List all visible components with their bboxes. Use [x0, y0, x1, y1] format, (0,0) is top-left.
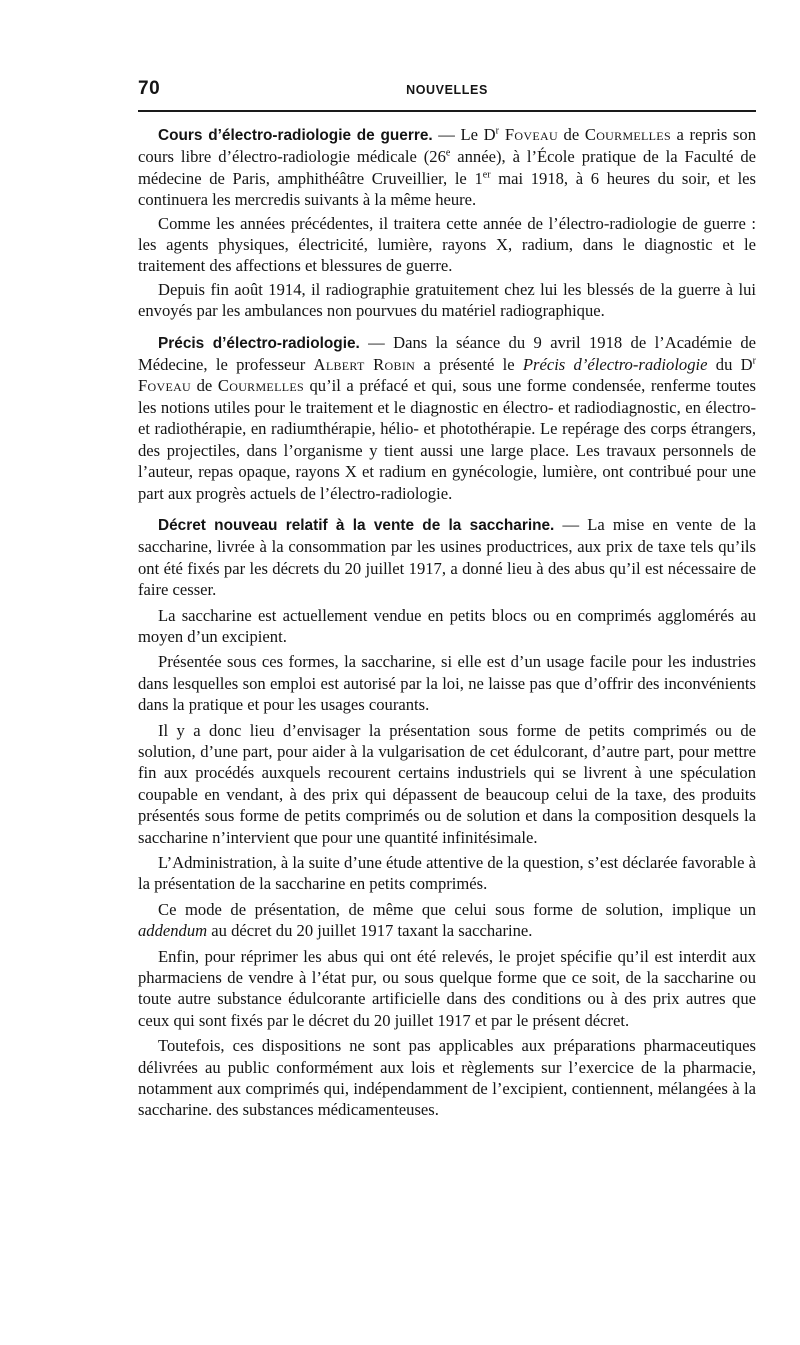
author-name: Foveau: [138, 376, 192, 396]
book-title: Précis d’électro-radiologie: [522, 355, 708, 375]
header-rule: [138, 110, 756, 112]
article-heading: Décret nouveau relatif à la vente de la saccharine.: [158, 516, 555, 534]
paragraph: Il y a donc lieu d’envisager la présentation sous forme de petits comprimés ou de solution, d’une part, pour aider à la vulgarisation de cet édulcorant, d’autre part, pour mettre fin aux procédés auxquels recourent certains industriels qui se livrent à une spéculation coupable en vendant, à des prix qui dépassent de beaucoup celui de la taxe, des produits présentés sous forme de petits comprimés ou de solution et dans la composition desquels la saccharine n’intervient que pour une quantité infinitésimale.: [138, 720, 756, 847]
author-name: Courmelles: [217, 376, 304, 396]
paragraph: Comme les années précédentes, il traitera cette année de l’électro-radiologie de guerre : les agents physiques, électricité, lumière, rayons X, radium, dans le diagnostic et le traitement des affections et blessures de guerre.: [138, 213, 756, 276]
paragraph: Ce mode de présentation, de même que celui sous forme de solution, implique un addendum au décret du 20 juillet 1917 taxant la saccharine.: [138, 899, 756, 941]
paragraph: Présentée sous ces formes, la saccharine, si elle est d’un usage facile pour les industries dans lesquelles son emploi est autorisé par la loi, ne laisse pas que d’offrir des inconvénients dans la pratique et pour les usages courants.: [138, 652, 756, 715]
document-page: [138, 78, 756, 1125]
body-text: [138, 124, 756, 1121]
author-name: Foveau: [498, 125, 558, 144]
article-heading: Précis d’électro-radiologie.: [158, 334, 360, 352]
running-head: [138, 78, 756, 108]
article-heading: Cours d’électro-radiologie de guerre.: [158, 127, 433, 144]
running-title: NOUVELLES: [406, 83, 488, 97]
author-name: Albert Robin: [313, 355, 416, 375]
page-number: 70: [138, 78, 161, 99]
article-precis-p1: Précis d’électro-radiologie. — Dans la séance du 9 avril 1918 de l’Académie de Médecine, le professeur Albert Robin a présenté le Précis d’électro-radiologie du $D^r$ Foveau de Courmelles qu’il a préfacé et qui, sous une forme condensée, renferme toutes les notions utiles pour le traitement et le diagnostic en électro- et radiodiagnostic, en électro- et radiothérapie, en radiumthérapie, hélio- et photothérapie. Le repérage des corps étrangers, des projectiles, dans l’organisme y tient aussi une large place. Les travaux personnels de l’auteur, repas opaque, rayons X et radium en gynécologie, lumière, ont contribué pour une part aux progrès actuels de l’électro-radiologie.: [138, 332, 757, 503]
paragraph: Enfin, pour réprimer les abus qui ont été relevés, le projet spécifie qu’il est interdit aux pharmaciens de vendre à l’état pur, ou sous quelque forme que ce soit, de la saccharine ou toute autre substance édulcorante artificielle dans des conditions ou à des prix autres que ceux qui sont fixés par le décret du 20 juillet 1917 et par le présent décret.: [138, 946, 756, 1030]
paragraph: Toutefois, ces dispositions ne sont pas applicables aux préparations pharmaceutiques délivrées au public conformément aux lois et règlements sur l’exercice de la pharmacie, notamment aux comprimés qui, indépendamment de l’excipient, contiennent, mélangées à la saccharine. des substances médicamenteuses.: [138, 1036, 756, 1120]
article-electro-radiologie-cours-p1: Cours d’électro-radiologie de guerre. — Le $D^r$ Foveau de Courmelles a repris son cours libre d’électro-radiologie médicale (26e année), à l’École pratique de la Faculté de médecine de Paris, amphithéâtre Cruveillier, le 1er mai 1918, à 6 heures du soir, et les continuera les mercredis suivants à la même heure.: [138, 125, 757, 210]
paragraph: La saccharine est actuellement vendue en petits blocs ou en comprimés agglomérés au moyen d’un excipient.: [138, 605, 756, 646]
paragraph: Depuis fin août 1914, il radiographie gratuitement chez lui les blessés de la guerre à lui envoyés par les ambulances non pourvues du matériel radiographique.: [138, 279, 756, 321]
author-name: Courmelles: [584, 125, 671, 144]
paragraph: L’Administration, à la suite d’une étude attentive de la question, s’est déclarée favorable à la présentation de la saccharine en petits comprimés.: [138, 853, 756, 894]
article-saccharine-p1: Décret nouveau relatif à la vente de la saccharine. — La mise en vente de la saccharine, livrée à la consommation par les usines productrices, aux prix de taxe tels qu’ils ont été fixés par les décrets du 20 juillet 1917, a donné lieu à des abus qu’il est nécessaire de faire cesser.: [138, 514, 756, 600]
emphasis: addendum: [138, 921, 208, 941]
